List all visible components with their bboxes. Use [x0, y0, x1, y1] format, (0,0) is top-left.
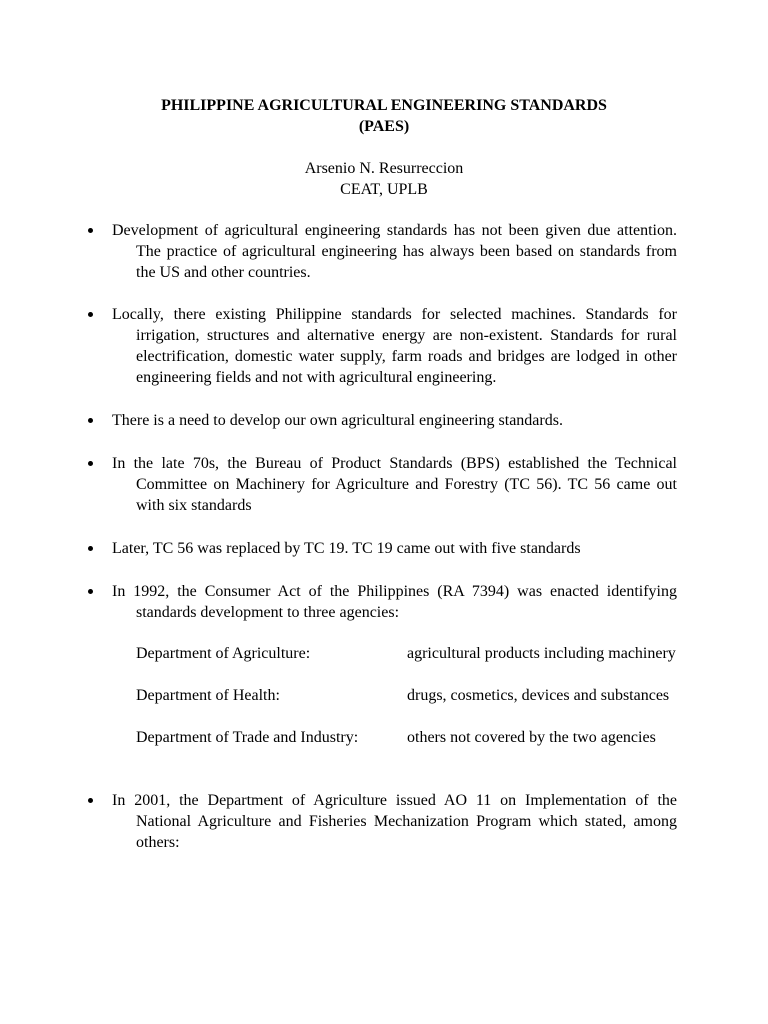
agency-scope: others not covered by the two agencies [407, 729, 656, 746]
author-affiliation: CEAT, UPLB [340, 181, 428, 198]
bullet-item [88, 538, 688, 559]
agency-department: Department of Agriculture: [136, 645, 311, 662]
bullet-dot-icon [88, 418, 93, 423]
agency-row [136, 685, 678, 727]
agency-row [136, 643, 678, 685]
agency-row [136, 727, 678, 769]
agency-scope: agricultural products including machinery [407, 645, 676, 662]
bullet-item [88, 453, 688, 516]
bullet-text: In the late 70s, the Bureau of Product Standards (BPS) established the Technical Committee on Machinery for Agriculture and Forestry (TC 56). TC 56 came out with six standards [112, 455, 677, 514]
bullet-dot-icon [88, 798, 93, 803]
author-name: Arsenio N. Resurreccion [304, 160, 464, 177]
bullet-text: In 2001, the Department of Agriculture issued AO 11 on Implementation of the National Agriculture and Fisheries Mechanization Program which stated, among others: [112, 792, 677, 851]
agency-department: Department of Trade and Industry: [136, 729, 359, 746]
bullet-dot-icon [88, 546, 93, 551]
bullet-item [88, 790, 688, 853]
bullet-item [88, 304, 688, 388]
bullet-text: Later, TC 56 was replaced by TC 19. TC 19 came out with five standards [112, 540, 581, 557]
bullet-item [88, 410, 688, 431]
bullet-dot-icon [88, 312, 93, 317]
bullet-text: Development of agricultural engineering standards has not been given due attention. The practice of agricultural engineering has always been based on standards from the US and other countries. [112, 222, 677, 281]
document-title-line1: PHILIPPINE AGRICULTURAL ENGINEERING STANDARDS [161, 97, 607, 114]
bullet-dot-icon [88, 589, 93, 594]
agency-department: Department of Health: [136, 687, 280, 704]
bullet-text: In 1992, the Consumer Act of the Philippines (RA 7394) was enacted identifying standards development to three agencies: [112, 583, 677, 621]
agency-scope: drugs, cosmetics, devices and substances [407, 687, 670, 704]
bullet-dot-icon [88, 461, 93, 466]
bullet-item [88, 220, 688, 283]
document-title-line2: (PAES) [358, 118, 410, 135]
bullet-text: There is a need to develop our own agricultural engineering standards. [112, 412, 563, 429]
bullet-text: Locally, there existing Philippine standards for selected machines. Standards for irrigation, structures and alternative energy are non-existent. Standards for rural electrification, domestic water supply, farm roads and bridges are lodged in other engineering fields and not with agricultural engineering. [112, 306, 677, 386]
bullet-item [88, 581, 688, 623]
bullet-dot-icon [88, 228, 93, 233]
agency-table [136, 643, 678, 769]
